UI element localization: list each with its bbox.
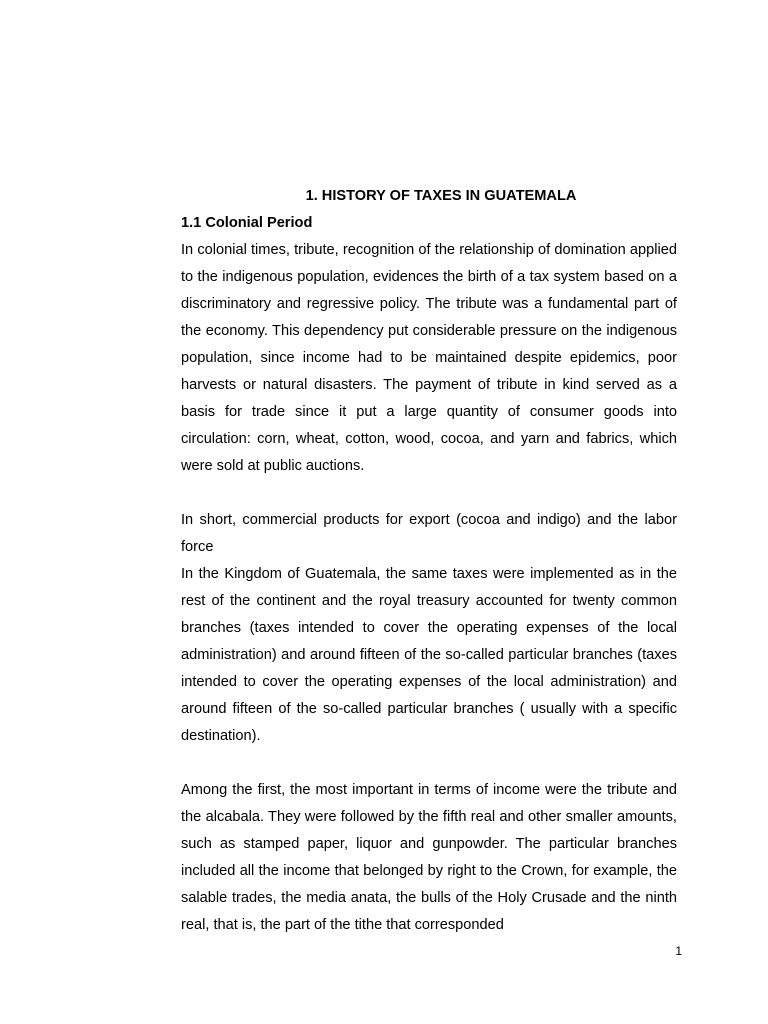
chapter-title: 1. HISTORY OF TAXES IN GUATEMALA xyxy=(305,188,577,204)
paragraph-spacer xyxy=(181,750,677,777)
page-number: 1 xyxy=(675,944,682,958)
section-heading: 1.1 Colonial Period xyxy=(181,215,313,231)
page-content xyxy=(181,183,677,939)
paragraph-spacer xyxy=(181,480,677,507)
paragraph-kingdom-taxes: In the Kingdom of Guatemala, the same taxes were implemented as in the rest of the continent and the royal treasury accounted for twenty common branches (taxes intended to cover the operating expenses of the local administration) and around fifteen of the so-called particular branches (taxes intended to cover the operating expenses of the local administration) and around fifteen of the so-called particular branches ( usually with a specific destination). xyxy=(181,566,677,744)
paragraph-commercial-products: In short, commercial products for export (cocoa and indigo) and the labor force xyxy=(181,512,677,555)
paragraph-colonial-tribute: In colonial times, tribute, recognition of the relationship of domination applied to the indigenous population, evidences the birth of a tax system based on a discriminatory and regressive policy. The tribute was a fundamental part of the economy. This dependency put considerable pressure on the indigenous population, since income had to be maintained despite epidemics, poor harvests or natural disasters. The payment of tribute in kind served as a basis for trade since it put a large quantity of consumer goods into circulation: corn, wheat, cotton, wood, cocoa, and yarn and fabrics, which were sold at public auctions. xyxy=(181,242,677,474)
paragraph-income-branches: Among the first, the most important in terms of income were the tribute and the alcabala. They were followed by the fifth real and other smaller amounts, such as stamped paper, liquor and gunpowder. The particular branches included all the income that belonged by right to the Crown, for example, the salable trades, the media anata, the bulls of the Holy Crusade and the ninth real, that is, the part of the tithe that corresponded xyxy=(181,782,677,933)
